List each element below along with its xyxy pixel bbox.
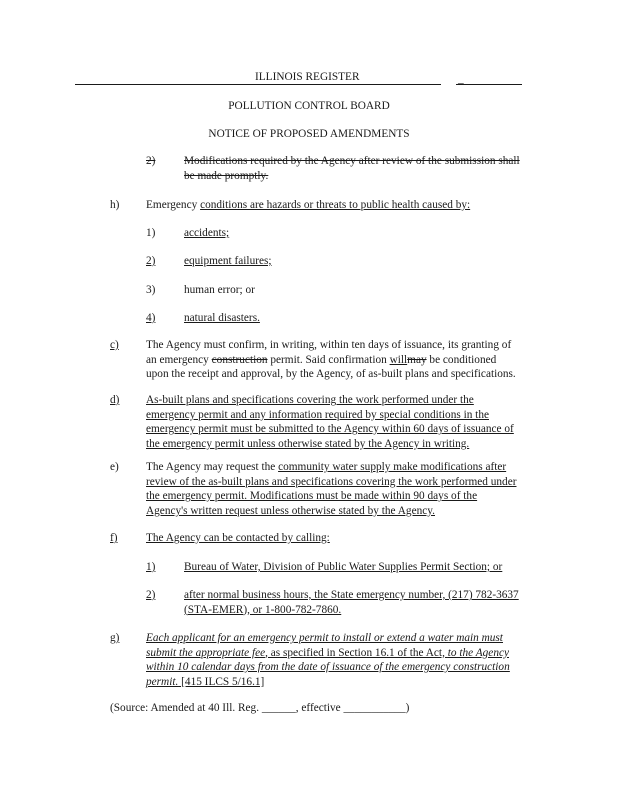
item-h-text xyxy=(146,198,470,213)
item-2-text-c: be made promptly. xyxy=(184,169,269,182)
source-note xyxy=(110,701,409,716)
item-c-line2-strike2: may xyxy=(407,353,427,366)
item-c-line2-b: permit. Said confirmation xyxy=(267,353,390,366)
h-list-1-text: accidents; xyxy=(184,227,230,239)
item-2-text-b: submission shall xyxy=(444,155,520,167)
item-e-line3: the emergency permit. Modifications must be made within 90 days of the xyxy=(146,490,478,503)
item-d-line2: emergency permit and any information required by special conditions in the xyxy=(146,408,489,421)
source-blank-1: ______ xyxy=(261,702,296,714)
item-g-line4-b: [415 ILCS 5/16.1] xyxy=(178,675,265,688)
h-list-4-label: 4) xyxy=(146,312,156,324)
item-h-label: h) xyxy=(110,199,120,211)
item-f-label: f) xyxy=(110,532,118,544)
h-list-3-label: 3) xyxy=(146,284,156,296)
item-d-line3: emergency permit must be submitted to the Agency within 60 days of issuance of xyxy=(146,423,514,436)
h-list-2-text: equipment failures; xyxy=(184,255,272,267)
register-title: ILLINOIS REGISTER xyxy=(255,71,360,83)
source-blank-2: ___________ xyxy=(343,702,406,714)
f-list-2-line1: after normal business hours, the State emergency number, (217) 782-3637 xyxy=(184,589,519,601)
item-d-text xyxy=(146,393,542,451)
item-e-label: e) xyxy=(110,461,119,473)
f-list-2-label: 2) xyxy=(146,589,156,601)
item-c-line1: The Agency must confirm, in writing, within ten days of issuance, its granting of xyxy=(146,339,512,351)
item-2-text xyxy=(184,154,544,183)
item-g-text xyxy=(146,631,542,689)
item-c-line2-u: will xyxy=(389,353,408,366)
item-c-label: c) xyxy=(110,339,119,351)
h-list-3-text: human error; or xyxy=(184,284,255,296)
item-g-line3: within 10 calendar days from the date of issuance of the emergency construction xyxy=(146,661,510,674)
item-e-line4: Agency's written request unless otherwise stated by the Agency. xyxy=(146,504,435,517)
item-g-line2-b: , as specified in Section 16.1 of the Act, xyxy=(265,646,448,659)
item-e-line2: review of the as-built plans and specifications covering the work performed under xyxy=(146,475,517,488)
item-d-line4: the emergency permit unless otherwise stated by the Agency in writing. xyxy=(146,437,470,450)
h-list-4-text: natural disasters. xyxy=(184,312,260,324)
h-list-1-label: 1) xyxy=(146,227,156,239)
item-g-line2-i: submit the appropriate fee xyxy=(146,646,266,659)
item-2-text-a: Modifications required by the Agency after review of the xyxy=(184,155,445,167)
notice-title: NOTICE OF PROPOSED AMENDMENTS xyxy=(208,128,410,140)
item-g-label: g) xyxy=(110,632,120,644)
item-f-text: The Agency can be contacted by calling: xyxy=(146,532,330,544)
item-e-line1-u: community water supply make modifications after xyxy=(278,461,507,473)
item-e-line1-a: The Agency may request the xyxy=(146,461,279,473)
item-2-label: 2) xyxy=(146,155,156,167)
source-text-a: (Source: Amended at 40 Ill. Reg. xyxy=(110,702,262,714)
f-list-1-text: Bureau of Water, Division of Public Water Supplies Permit Section; or xyxy=(184,561,503,573)
f-list-2-line2: (STA-EMER), or 1-800-782-7860. xyxy=(184,603,342,616)
f-list-1-label: 1) xyxy=(146,561,156,573)
f-list-2-text xyxy=(184,588,542,617)
item-c-line2-c: be conditioned xyxy=(426,353,497,366)
item-g-line1: Each applicant for an emergency permit to install or extend a water main must xyxy=(146,632,503,644)
item-c-line2-strike: construction xyxy=(211,353,268,366)
item-h-text-plain: Emergency xyxy=(146,199,201,211)
item-d-label: d) xyxy=(110,394,120,406)
item-c-line3: upon the receipt and approval, by the Agency, of as-built plans and specifications. xyxy=(146,368,516,381)
board-title: POLLUTION CONTROL BOARD xyxy=(228,100,390,112)
item-g-line2-i2: to the Agency xyxy=(447,646,509,659)
source-text-b: , effective xyxy=(295,702,344,714)
page-number-blank: _ xyxy=(458,73,464,85)
header-rule-right xyxy=(456,84,522,85)
item-c-text xyxy=(146,338,542,382)
source-text-c: ) xyxy=(405,702,410,714)
h-list-2-label: 2) xyxy=(146,255,156,267)
item-d-line1: As-built plans and specifications covering the work performed under the xyxy=(146,394,474,406)
item-e-text xyxy=(146,460,542,518)
item-c-line2-a: an emergency xyxy=(146,353,212,366)
item-g-line4-i: permit. xyxy=(146,675,179,688)
item-h-text-underlined: conditions are hazards or threats to public health caused by: xyxy=(200,199,471,211)
